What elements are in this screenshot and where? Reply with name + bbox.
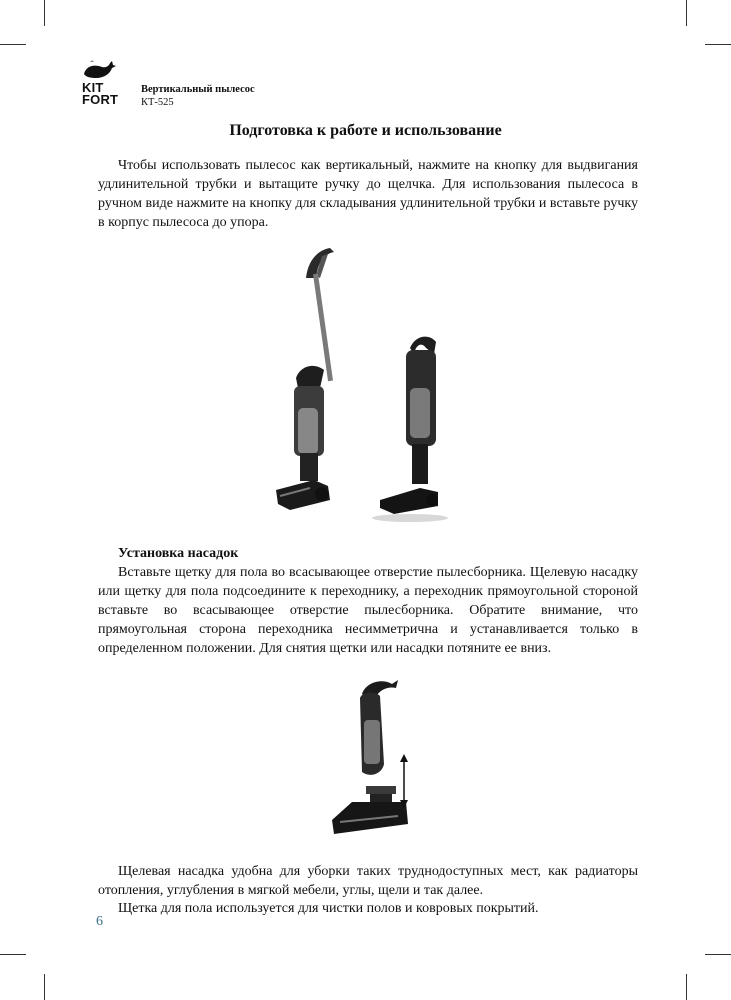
attachments-heading: Установка насадок [118, 546, 239, 561]
intro-paragraph: Чтобы использовать пылесос как вертикальный, нажмите на кнопку для выдвигания удлинительной трубки и вытащите ручку до щелчка. Для использования пылесоса в ручном виде нажмите на кнопку для складывания удлинительной трубки и вставьте ручку в корпус пылесоса до упора. [98, 158, 638, 230]
crop-mark [686, 0, 687, 26]
crop-mark [705, 44, 731, 45]
vacuum-extended-figure [276, 248, 334, 510]
vacuum-compact-figure [372, 337, 448, 522]
crevice-tool-paragraph: Щелевая насадка удобна для уборки таких труднодоступных мест, как радиаторы отопления, углубления в мягкой мебели, углы, щели и так далее. [98, 864, 638, 898]
vacuum-upright-illustration [270, 238, 470, 528]
crop-mark [705, 954, 731, 955]
header-product-info [141, 83, 255, 109]
crop-mark [44, 0, 45, 26]
page-number: 6 [96, 914, 103, 929]
section-title: Подготовка к работе и использование [229, 122, 502, 139]
kitfort-logo [82, 60, 134, 106]
header-product-title: Вертикальный пылесос [141, 84, 255, 95]
crop-mark [0, 954, 26, 955]
crop-mark [0, 44, 26, 45]
crop-mark [44, 974, 45, 1000]
handheld-with-brush-illustration [326, 674, 426, 844]
logo-text [82, 82, 118, 106]
floor-brush-paragraph: Щетка для пола используется для чистки полов и ковровых покрытий. [118, 901, 539, 916]
crop-mark [686, 974, 687, 1000]
attachments-paragraph: Вставьте щетку для пола во всасывающее отверстие пылесборника. Щелевую насадку или щетку для пола подсоедините к переходнику, а переходник прямоугольной стороной вставьте во всасывающее отверстие пылесборника. Обратите внимание, что прямоугольная сторона переходника несимметрична и устанавливается только в определенном положении. Для снятия щетки или насадки потяните ее вниз. [98, 565, 638, 656]
logo-text-line1: KIT [82, 80, 104, 95]
logo-text-line2: FORT [82, 92, 119, 107]
whale-icon [82, 60, 116, 82]
header-model: КТ-525 [141, 97, 174, 108]
